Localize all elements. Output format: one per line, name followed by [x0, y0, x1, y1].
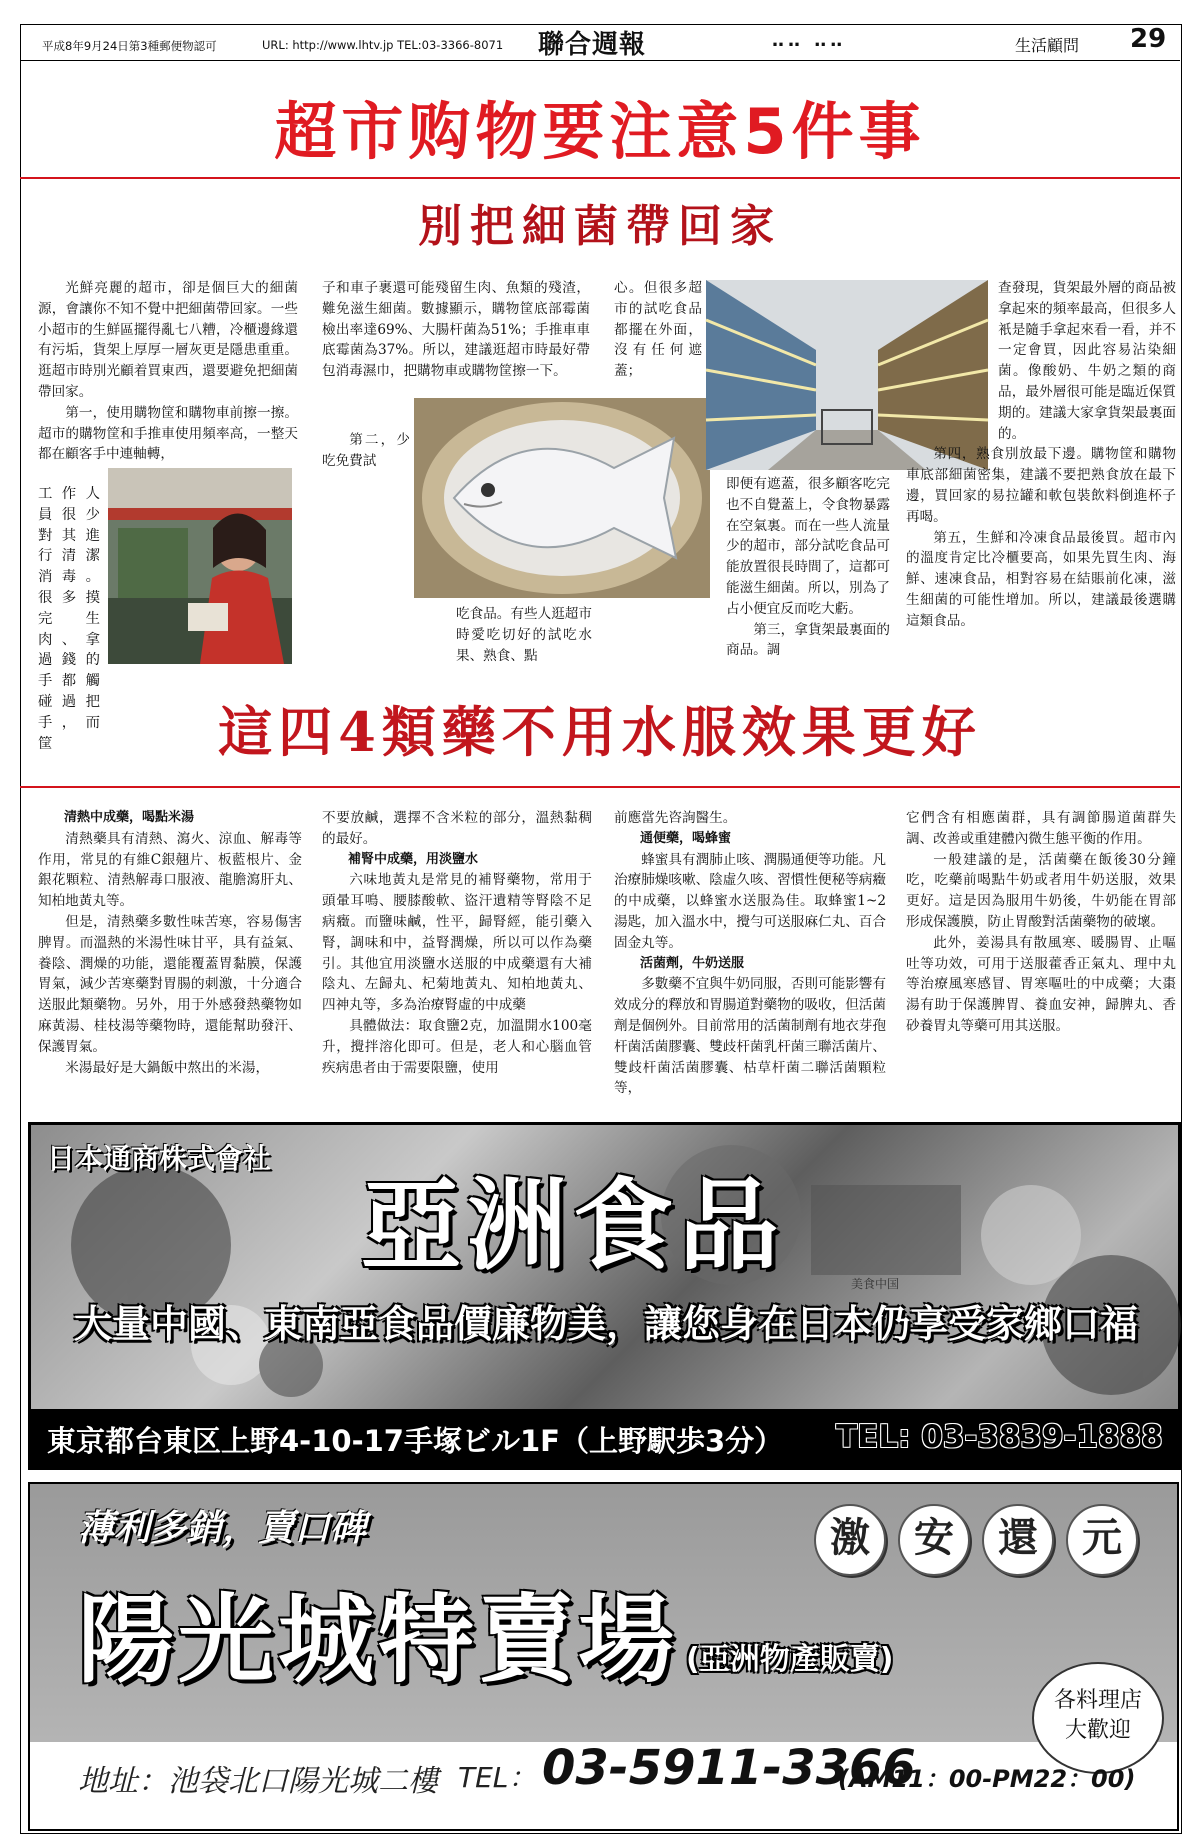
ad-company-name: 日本通商株式會社 — [47, 1142, 272, 1175]
page-number: 29 — [1130, 24, 1167, 54]
article1-col1-top — [38, 278, 298, 484]
paragraph: 吃食品。有些人逛超市時愛吃切好的試吃水果、熟食、點 — [456, 606, 592, 664]
paragraph: 第四，熟食別放最下邊。購物筐和購物車底部細菌密集，建議不要把熟食放在最下邊，買回家的易拉罐和軟包裝飲料倒進杯子再喝。 — [906, 446, 1176, 525]
article2-col1 — [38, 808, 302, 1118]
welcome-badge — [1032, 1662, 1164, 1774]
paragraph: 不要放鹹，選擇不含米粒的部分，溫熱黏稠的最好。 — [322, 810, 592, 847]
paragraph: 清熱藥具有清熱、瀉火、涼血、解毒等作用，常見的有維C銀翹片、板藍根片、金銀花顆粒、清熱解毒口服液、龍膽瀉肝丸、知柏地黃丸等。 — [38, 830, 302, 910]
paragraph: 多數藥不宜與牛奶同服，否則可能影響有效成分的釋放和胃腸道對藥物的吸收，但活菌劑是個例外。目前常用的活菌制劑有地衣芽孢杆菌活菌膠囊、雙歧杆菌乳杆菌三聯活菌片、雙歧杆菌活菌膠囊、枯草杆菌二聯活菌顆粒等， — [614, 976, 886, 1097]
badge-char: 元 — [1066, 1504, 1138, 1576]
paragraph: 但是，清熱藥多數性味苦寒，容易傷害脾胃。而溫熱的米湯性味甘平，具有益氣、養陰、潤燥的功能，還能覆蓋胃黏膜，保護胃氣，減少苦寒藥對胃腸的刺激，十分適合送服此類藥物。另外，用于外感發熱藥物如麻黃湯、桂枝湯等藥物時，還能幫助發汗、保護胃氣。 — [38, 913, 302, 1055]
paragraph: 子和車子裹還可能殘留生肉、魚類的殘渣，難免滋生細菌。數據顯示，購物筐底部霉菌檢出率達69%、大腸杆菌為51%；手推車車底霉菌為37%。所以，建議逛超市時最好帶包消毒濕巾，把購物車或購物筐擦一下。 — [322, 280, 590, 380]
sunshine-city-ad — [28, 1482, 1179, 1831]
welcome-line: 大歡迎 — [1064, 1718, 1131, 1743]
ad-brand-name: 亞洲食品 — [361, 1167, 785, 1284]
paragraph: 心。但很多超市的試吃食品都擺在外面，沒有任何遮蓋； — [614, 280, 702, 380]
article1-col2-mid — [322, 430, 410, 480]
paragraph: 蜂蜜具有潤肺止咳、潤腸通便等功能。凡治療肺燥咳嗽、陰虛久咳、習慣性便秘等病癥的中成藥，以蜂蜜水送服為佳。取蜂蜜1~2湯匙，加入溫水中，攪勻可送服麻仁丸、百合固金丸等。 — [614, 851, 886, 951]
ad-phone: TEL: 03-3839-1888 — [836, 1419, 1163, 1455]
article1-col3-under-photo — [614, 604, 724, 670]
article1-col1-bottom — [38, 484, 104, 752]
headline2-rule — [20, 786, 1180, 788]
paragraph: 光鮮亮麗的超市，卻是個巨大的細菌源，會讓你不知不覺中把細菌帶回家。一些小超市的生鮮區擺得亂七八糟，冷櫃邊緣還有污垢，貨架上厚厚一層灰更是隱患重重。逛超市時別光顧着買東西，還要避免把細菌帶回家。 — [38, 280, 298, 400]
article2-col4 — [906, 808, 1176, 1118]
ad-watermark: 美食中国 — [851, 1277, 900, 1291]
header-url-tel: URL: http://www.lhtv.jp TEL:03-3366-8071 — [262, 38, 504, 52]
subhead-bacteria: 別把細菌帶回家 — [418, 201, 782, 252]
subheading: 通便藥，喝蜂蜜 — [640, 830, 732, 846]
postal-permit: 平成8年9月24日第3種郵便物認可 — [42, 39, 217, 53]
fish-photo — [414, 398, 710, 598]
article2-col3 — [614, 808, 886, 1118]
ad-contact-bar — [31, 1409, 1178, 1467]
paragraph: 具體做法：取食鹽2克，加溫開水100毫升，攪拌溶化即可。但是，老人和心腦血管疾病患者由于需要限鹽，使用 — [322, 1017, 592, 1076]
badge-char: 安 — [898, 1504, 970, 1576]
masthead: 聯合週報 — [538, 30, 647, 60]
ad-tel-label: TEL： — [458, 1761, 537, 1794]
paragraph: 它們含有相應菌群，具有調節腸道菌群失調、改善或重建體內微生態平衡的作用。 — [906, 810, 1176, 847]
paragraph: 工作人員很少對其進行清潔消毒。很多摸完生肉、拿過錢的手都觸碰過把手，而筐 — [38, 486, 104, 752]
paragraph: 第一，使用購物筐和購物車前擦一擦。超市的購物筐和手推車使用頻率高，一整天都在顧客手中連軸轉， — [38, 404, 298, 463]
paragraph: 第三，拿貨架最裏面的商品。調 — [726, 621, 890, 659]
article1-col4 — [906, 278, 1176, 670]
ad-phone: 03-5911-3366 — [542, 1740, 916, 1796]
welcome-line: 各料理店 — [1053, 1688, 1142, 1713]
section-name: 生活顧問 — [1015, 36, 1080, 55]
ad-store-subtitle: (亞洲物產販賣) — [686, 1642, 894, 1677]
header-rule — [20, 60, 1180, 61]
asia-foods-ad — [28, 1122, 1181, 1470]
article1-col3-top — [614, 278, 702, 396]
subheading: 補腎中成藥，用淡鹽水 — [348, 851, 479, 867]
subheading: 清熱中成藥，喝點米湯 — [64, 810, 195, 825]
headline-supermarket: 超市购物要注意5件事 — [274, 95, 926, 168]
subheading: 活菌劑，牛奶送服 — [640, 955, 745, 971]
paragraph: 第五，生鮮和冷凍食品最後買。超市內的溫度肯定比冷櫃要高，如果先買生肉、海鮮、速凍食品，相對容易在結賬前化凍，滋生細菌的可能性增加。所以，建議最後選購這類食品。 — [906, 529, 1176, 629]
headline-medicine: 這四4類藥不用水服效果更好 — [218, 700, 982, 764]
ad-hours: (AM11：00-PM22：00) — [838, 1765, 1136, 1793]
paragraph: 第二，少吃免費試 — [322, 432, 410, 469]
badge-char: 激 — [814, 1504, 886, 1576]
paragraph: 即便有遮蓋，很多顧客吃完也不自覺蓋上，令食物暴露在空氣裏。而在一些人流量少的超市，部分試吃食品可能放置很長時間了，這都可能滋生細菌。所以，別為了占小便宜反而吃大虧。 — [726, 476, 890, 617]
ad-address: 地址：池袋北口陽光城二樓 — [78, 1764, 438, 1799]
article1-col2-bottom — [456, 604, 592, 670]
article1-col3-bottom — [726, 474, 890, 670]
headline-rule — [20, 177, 1180, 179]
ad-address: 東京都台東区上野4-10-17手塚ビル1F（上野駅歩3分） — [47, 1424, 784, 1458]
shopper-photo — [108, 468, 292, 664]
paragraph: 此外，姜湯具有散風寒、暖腸胃、止嘔吐等功效，可用于送服藿香正氣丸、理中丸等治療風寒感冒、胃寒嘔吐的中成藥；大棗湯有助于保護脾胃、養血安神，歸脾丸、香砂養胃丸等藥可用其送服。 — [906, 934, 1176, 1034]
ad-store-name: 陽光城特賣場 — [78, 1584, 678, 1696]
paragraph: 米湯最好是大鍋飯中熬出的米湯， — [65, 1059, 270, 1076]
ad-slogan: 大量中國、東南亞食品價廉物美，讓您身在日本仍享受家鄉口福 — [73, 1302, 1138, 1346]
header-dots: ‥‥ ‥‥ — [772, 30, 847, 51]
article2-col2 — [322, 808, 592, 1118]
badge-char: 還 — [982, 1504, 1054, 1576]
ad-tagline: 薄利多銷，賣口碑 — [78, 1508, 367, 1549]
paragraph: 六味地黃丸是常見的補腎藥物，常用于頭暈耳鳴、腰膝酸軟、盜汗遺精等腎陰不足病癥。而鹽味鹹，性平，歸腎經，能引藥入腎，調味和中，益腎潤燥，所以可以作為藥引。其他宜用淡鹽水送服的中成藥還有大補陰丸、左歸丸、杞菊地黃丸、知柏地黃丸、四神丸等，多為治療腎虛的中成藥 — [322, 872, 592, 1014]
paragraph: 前應當先咨詢醫生。 — [614, 810, 737, 826]
paragraph: 一般建議的是，活菌藥在飯後30分鐘吃，吃藥前喝點牛奶或者用牛奶送服，效果更好。這是因為服用牛奶後，牛奶能在胃部形成保護膜，防止胃酸對活菌藥物的破壞。 — [906, 851, 1176, 930]
paragraph: 查發現，貨架最外層的商品被拿起來的頻率最高，但很多人衹是隨手拿起來看一看，并不一定會買，因此容易沾染細菌。像酸奶、牛奶之類的商品，最外層很可能是臨近保質期的。建議大家拿貨架最裏面的。 — [998, 280, 1176, 442]
